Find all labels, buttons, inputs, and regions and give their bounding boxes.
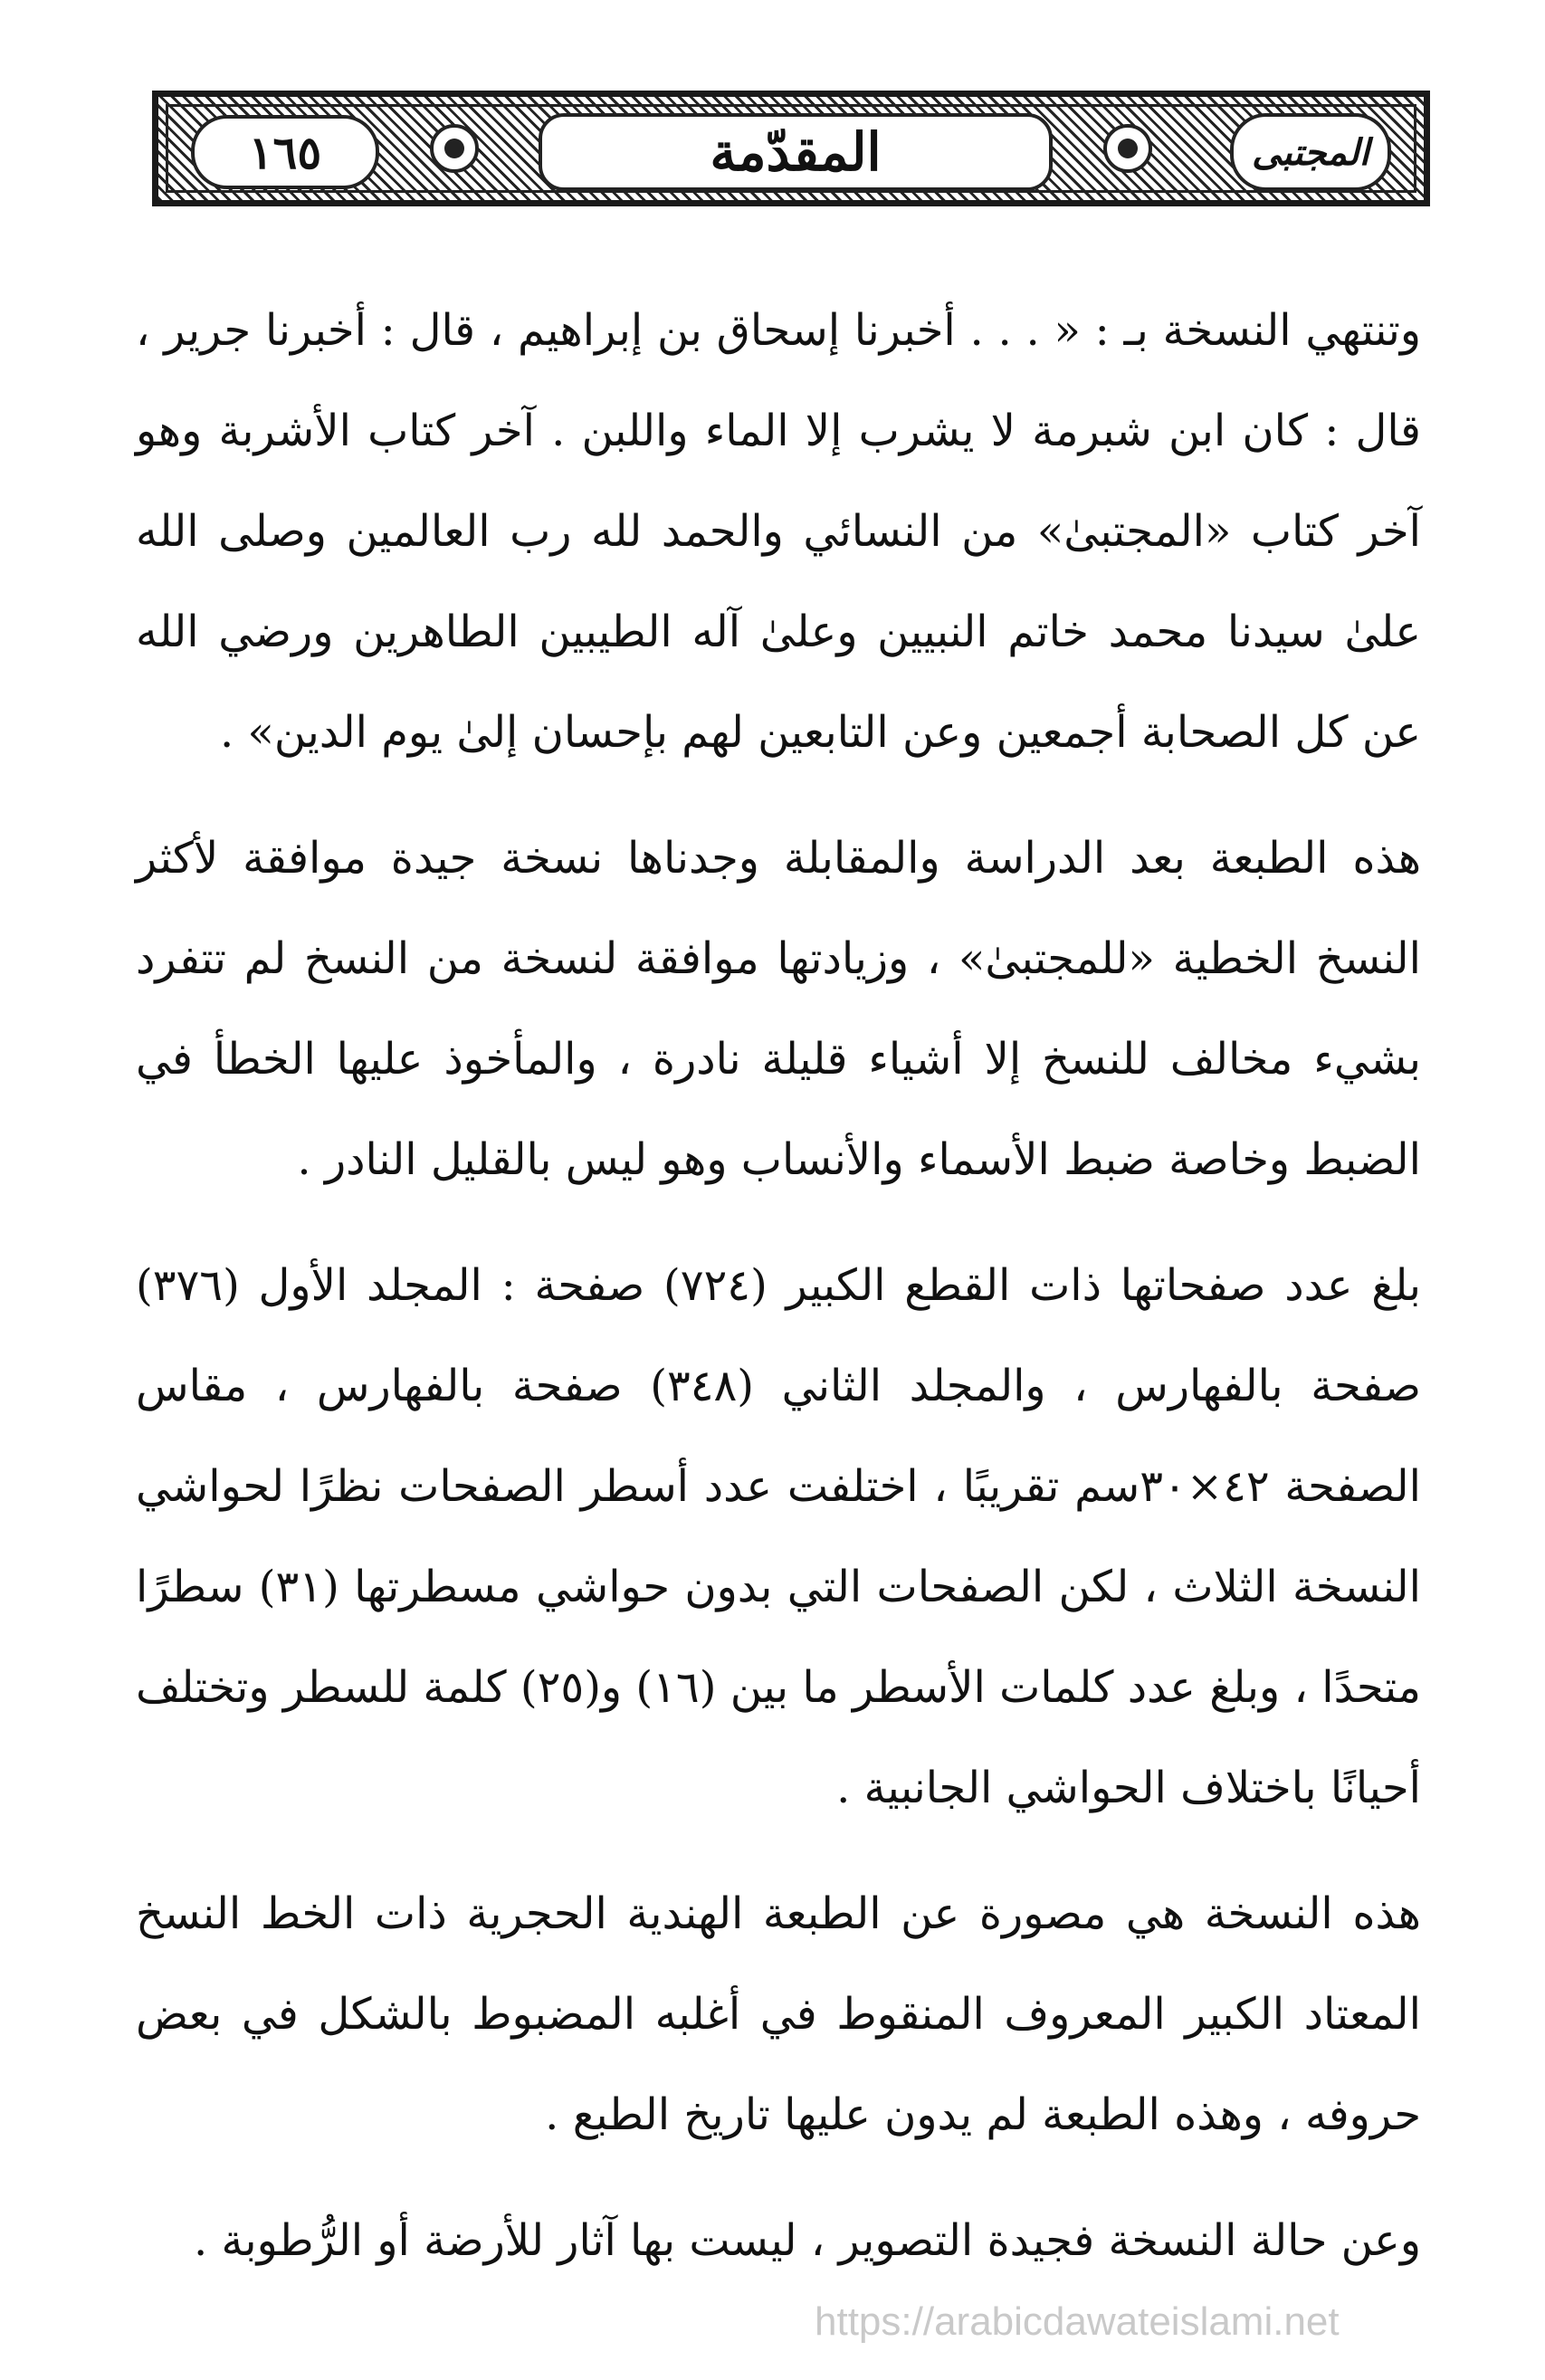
paragraph: هذه الطبعة بعد الدراسة والمقابلة وجدناها نسخة جيدة موافقة لأكثر النسخ الخطية «للمجتبىٰ» ، وزيادتها موافقة لنسخة من النسخ لم تتفرد بشيء مخالف للنسخ إلا أشياء قليلة نادرة ، والمأخوذ عليها الخطأ في الضبط وخاصة ضبط الأسماء والأنساب وهو ليس بالقليل النادر . — [136, 833, 1422, 1185]
paragraph: بلغ عدد صفحاتها ذات القطع الكبير (٧٢٤) صفحة : المجلد الأول (٣٧٦) صفحة بالفهارس ، والمجلد الثاني (٣٤٨) صفحة بالفهارس ، مقاس الصفحة ٤٢×٣٠سم تقريبًا ، اختلفت عدد أسطر الصفحات نظرًا لحواشي النسخة الثلاث ، لكن الصفحات التي بدون حواشي مسطرتها (٣١) سطرًا متحدًا ، وبلغ عدد كلمات الأسطر ما بين (١٦) و(٢٥) كلمة للسطر وتختلف أحيانًا باختلاف الحواشي الجانبية . — [136, 1260, 1422, 1813]
rosette-ornament-icon — [1103, 124, 1152, 173]
chapter-title: المقدّمة — [710, 121, 882, 183]
chapter-title-panel — [539, 113, 1053, 191]
page-number: ١٦٥ — [248, 125, 322, 179]
page-body — [136, 281, 1421, 2291]
ornamental-header — [152, 91, 1430, 206]
paragraph: وعن حالة النسخة فجيدة التصوير ، ليست بها آثار للأرضة أو الرُّطوبة . — [194, 2215, 1421, 2266]
paragraph: وتنتهي النسخة بـ : « . . . أخبرنا إسحاق بن إبراهيم ، قال : أخبرنا جرير ، قال : كان ابن شبرمة لا يشرب إلا الماء واللبن . آخر كتاب الأشربة وهو آخر كتاب «المجتبىٰ» من النسائي والحمد لله رب العالمين وصلى الله علىٰ سيدنا محمد خاتم النبيين وعلىٰ آله الطيبين الطاهرين ورضي الله عن كل الصحابة أجمعين وعن التابعين لهم بإحسان إلىٰ يوم الدين» . — [136, 305, 1422, 758]
paragraph: هذه النسخة هي مصورة عن الطبعة الهندية الحجرية ذات الخط النسخ المعتاد الكبير المعروف المنقوط في أغلبه المضبوط بالشكل في بعض حروفه ، وهذه الطبعة لم يدون عليها تاريخ الطبع . — [136, 1888, 1421, 2140]
book-emblem — [1230, 113, 1391, 191]
rosette-ornament-icon — [430, 124, 479, 173]
book-emblem-text: المجتبى — [1252, 130, 1369, 174]
watermark-url: https://arabicdawateislami.net — [815, 2299, 1340, 2344]
page-number-cartouche — [191, 115, 379, 189]
